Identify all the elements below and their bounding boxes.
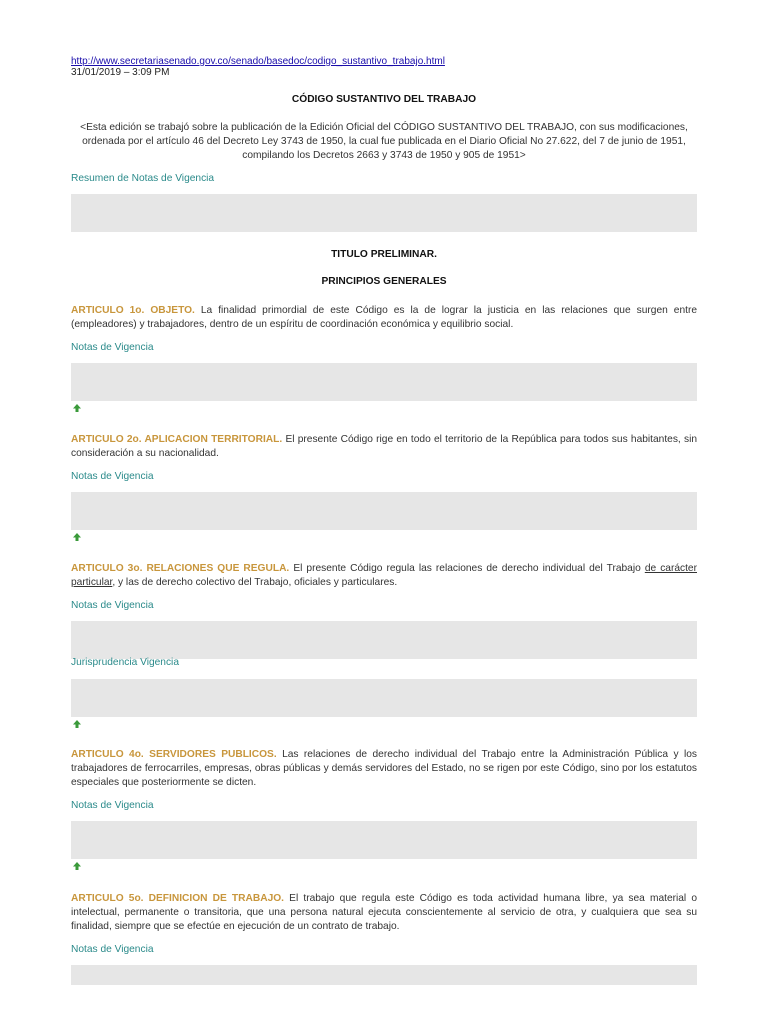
article-5-notes-panel[interactable] [71,965,697,985]
article-5 [71,892,697,935]
article-1-text: La finalidad primordial de este Código es la de lograr la justicia en las relaciones que surgen entre (empleadores) y trabajadores, dentro de un espíritu de coordinación económica y equilibrio social. [71,305,698,331]
article-4 [71,748,697,791]
article-5-heading: ARTICULO 5o. DEFINICION DE TRABAJO. [71,893,285,904]
article-3 [71,562,697,590]
article-4-notes-panel[interactable] [71,821,697,859]
back-to-top-icon[interactable] [72,403,82,413]
article-2-heading: ARTICULO 2o. APLICACION TERRITORIAL. [71,434,283,445]
article-3-text-end: , y las de derecho colectivo del Trabajo, oficiales y particulares. [112,577,398,589]
article-1-heading: ARTICULO 1o. OBJETO. [71,305,195,316]
article-3-underlined-text: de carácter particular [71,563,697,589]
edition-note: <Esta edición se trabajó sobre la publicación de la Edición Oficial del CÓDIGO SUSTANTIVO DEL TRABAJO, con sus modificaciones, ordenada por el artículo 46 del Decreto Ley 3743 de 1950, la cual fue publicada en el Diario Oficial No 27.622, del 7 de junio de 1951, compilando los Decretos 2663 y 3743 de 1950 y 905 de 1951> [80,122,688,162]
section-subtitle: PRINCIPIOS GENERALES [321,276,447,287]
back-to-top-icon[interactable] [72,532,82,542]
article-3-jurisprudence-link[interactable]: Jurisprudencia Vigencia [71,657,179,668]
section-title: TITULO PRELIMINAR. [331,249,437,260]
article-4-notes-link[interactable]: Notas de Vigencia [71,800,154,811]
article-2 [71,433,697,461]
article-4-text: Las relaciones de derecho individual del Trabajo entre la Administración Pública y los trabajadores de ferrocarriles, empresas, obras públicas y demás servidores del Estado, no se rigen por este Código, sino por los estatutos especiales que posteriormente se dicten. [71,749,697,789]
article-3-text: El presente Código regula las relaciones de derecho individual del Trabajo [289,563,645,574]
article-3-notes-link[interactable]: Notas de Vigencia [71,600,154,611]
article-3-heading: ARTICULO 3o. RELACIONES QUE REGULA. [71,563,290,574]
article-3-jurisprudence-panel[interactable] [71,679,697,717]
article-3-notes-panel[interactable] [71,621,697,659]
back-to-top-icon[interactable] [72,719,82,729]
article-1-notes-panel[interactable] [71,363,697,401]
source-url-link[interactable]: http://www.secretariasenado.gov.co/senado/basedoc/codigo_sustantivo_trabajo.html [71,56,445,67]
article-4-heading: ARTICULO 4o. SERVIDORES PUBLICOS. [71,749,277,760]
article-2-notes-panel[interactable] [71,492,697,530]
summary-notes-panel[interactable] [71,194,697,232]
article-2-text: El presente Código rige en todo el territorio de la República para todos sus habitantes, sin consideración a su nacionalidad. [71,434,698,460]
back-to-top-icon[interactable] [72,861,82,871]
print-timestamp: 31/01/2019 – 3:09 PM [71,67,170,78]
document-title: CÓDIGO SUSTANTIVO DEL TRABAJO [291,94,477,105]
article-5-text: El trabajo que regula este Código es toda actividad humana libre, ya sea material o intelectual, permanente o transitoria, que una persona natural ejecuta conscientemente al servicio de otra, y cualquiera que sea su finalidad, siempre que se efectúe en ejecución de un contrato de trabajo. [71,893,697,933]
summary-notes-link[interactable]: Resumen de Notas de Vigencia [71,173,215,184]
article-2-notes-link[interactable]: Notas de Vigencia [71,471,154,482]
article-1 [71,304,697,332]
article-1-notes-link[interactable]: Notas de Vigencia [71,342,154,353]
article-5-notes-link[interactable]: Notas de Vigencia [71,944,154,955]
